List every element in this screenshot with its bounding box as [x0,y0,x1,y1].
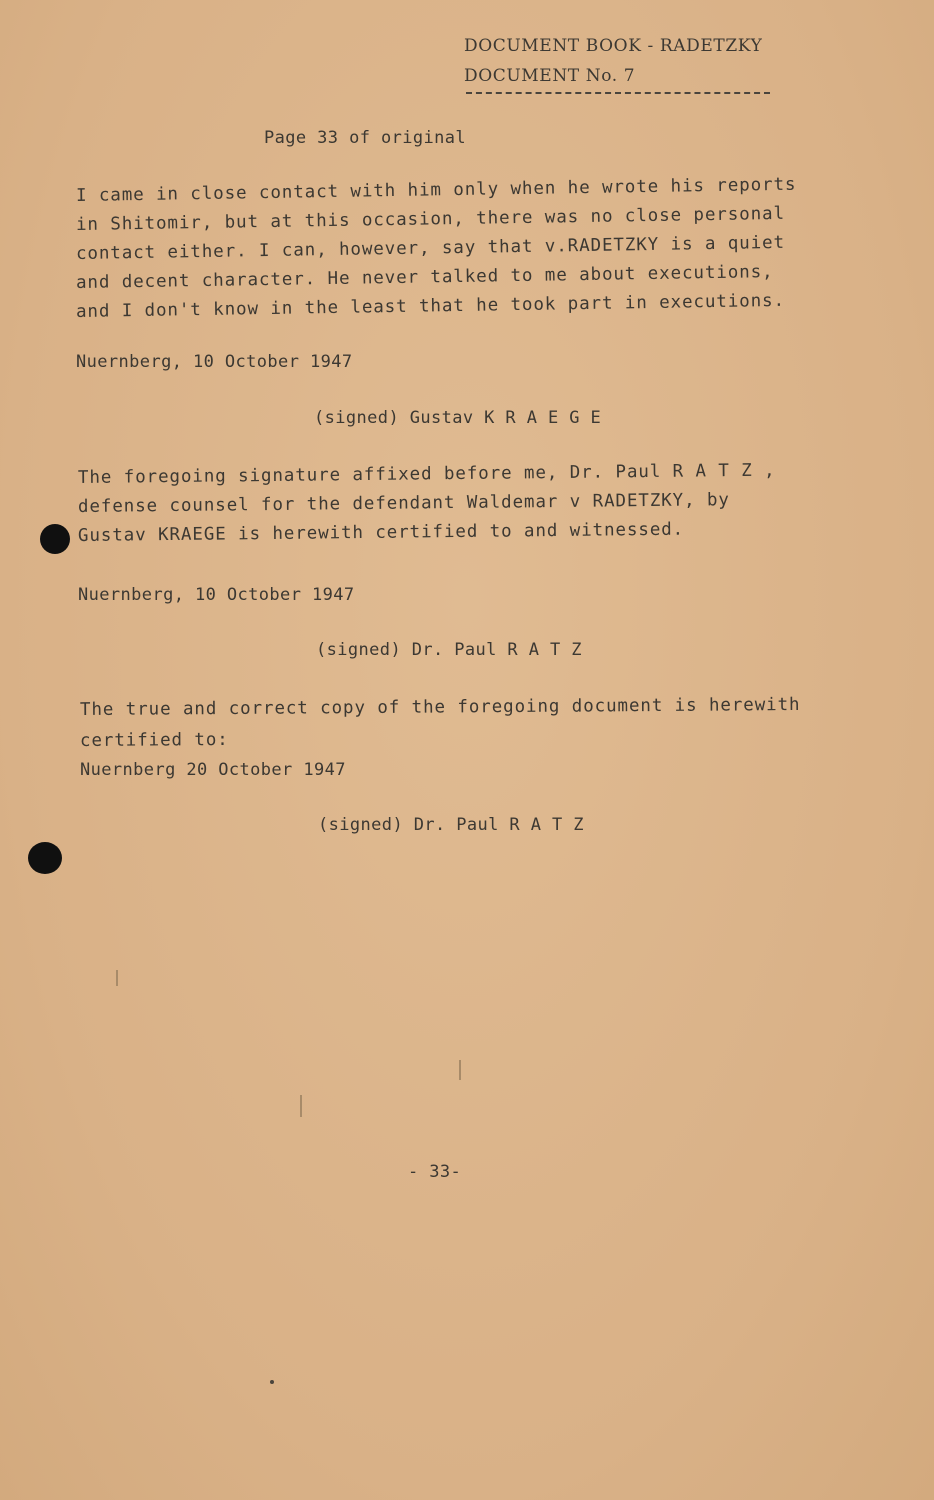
signature-line-kraege: (signed) Gustav K R A E G E [314,408,602,428]
place-date-2: Nuernberg, 10 October 1947 [78,585,355,605]
paragraph1-line: I came in close contact with him only when he wrote his reports [75,174,797,206]
document-number: DOCUMENT No. 7 [464,66,636,86]
header-underline [466,92,770,94]
paragraph1-line: and decent character. He never talked to me about executions, [75,262,774,293]
paper-speck [116,970,118,986]
paragraph1-line: and I don't know in the least that he took part in executions. [75,290,786,322]
place-date-3: Nuernberg 20 October 1947 [80,760,346,780]
document-book-title: DOCUMENT BOOK - RADETZKY [464,36,763,56]
page-number: - 33- [408,1162,462,1182]
punch-hole-top [40,524,70,554]
paragraph1-line: contact either. I can, however, say that v.RADETZKY is a quiet [75,232,786,264]
paragraph2-line: The foregoing signature affixed before me, Dr. Paul R A T Z , [77,460,776,488]
paragraph1-line: in Shitomir, but at this occasion, there was no close personal [75,203,786,235]
signature-line-ratz-1: (signed) Dr. Paul R A T Z [316,640,582,660]
punch-hole-bottom [28,842,62,874]
paper-speck [270,1380,274,1384]
paragraph3-line: certified to: [79,729,229,751]
paragraph2-line: defense counsel for the defendant Waldemar v RADETZKY, by [77,490,730,517]
signature-line-ratz-2: (signed) Dr. Paul R A T Z [318,815,584,835]
paragraph3-line: The true and correct copy of the foregoing document is herewith [79,694,801,720]
paper-speck [459,1060,461,1080]
page-reference: Page 33 of original [264,128,467,148]
paragraph2-line: Gustav KRAEGE is herewith certified to and witnessed. [77,519,685,546]
paper-speck [300,1095,302,1117]
place-date-1: Nuernberg, 10 October 1947 [76,352,353,372]
